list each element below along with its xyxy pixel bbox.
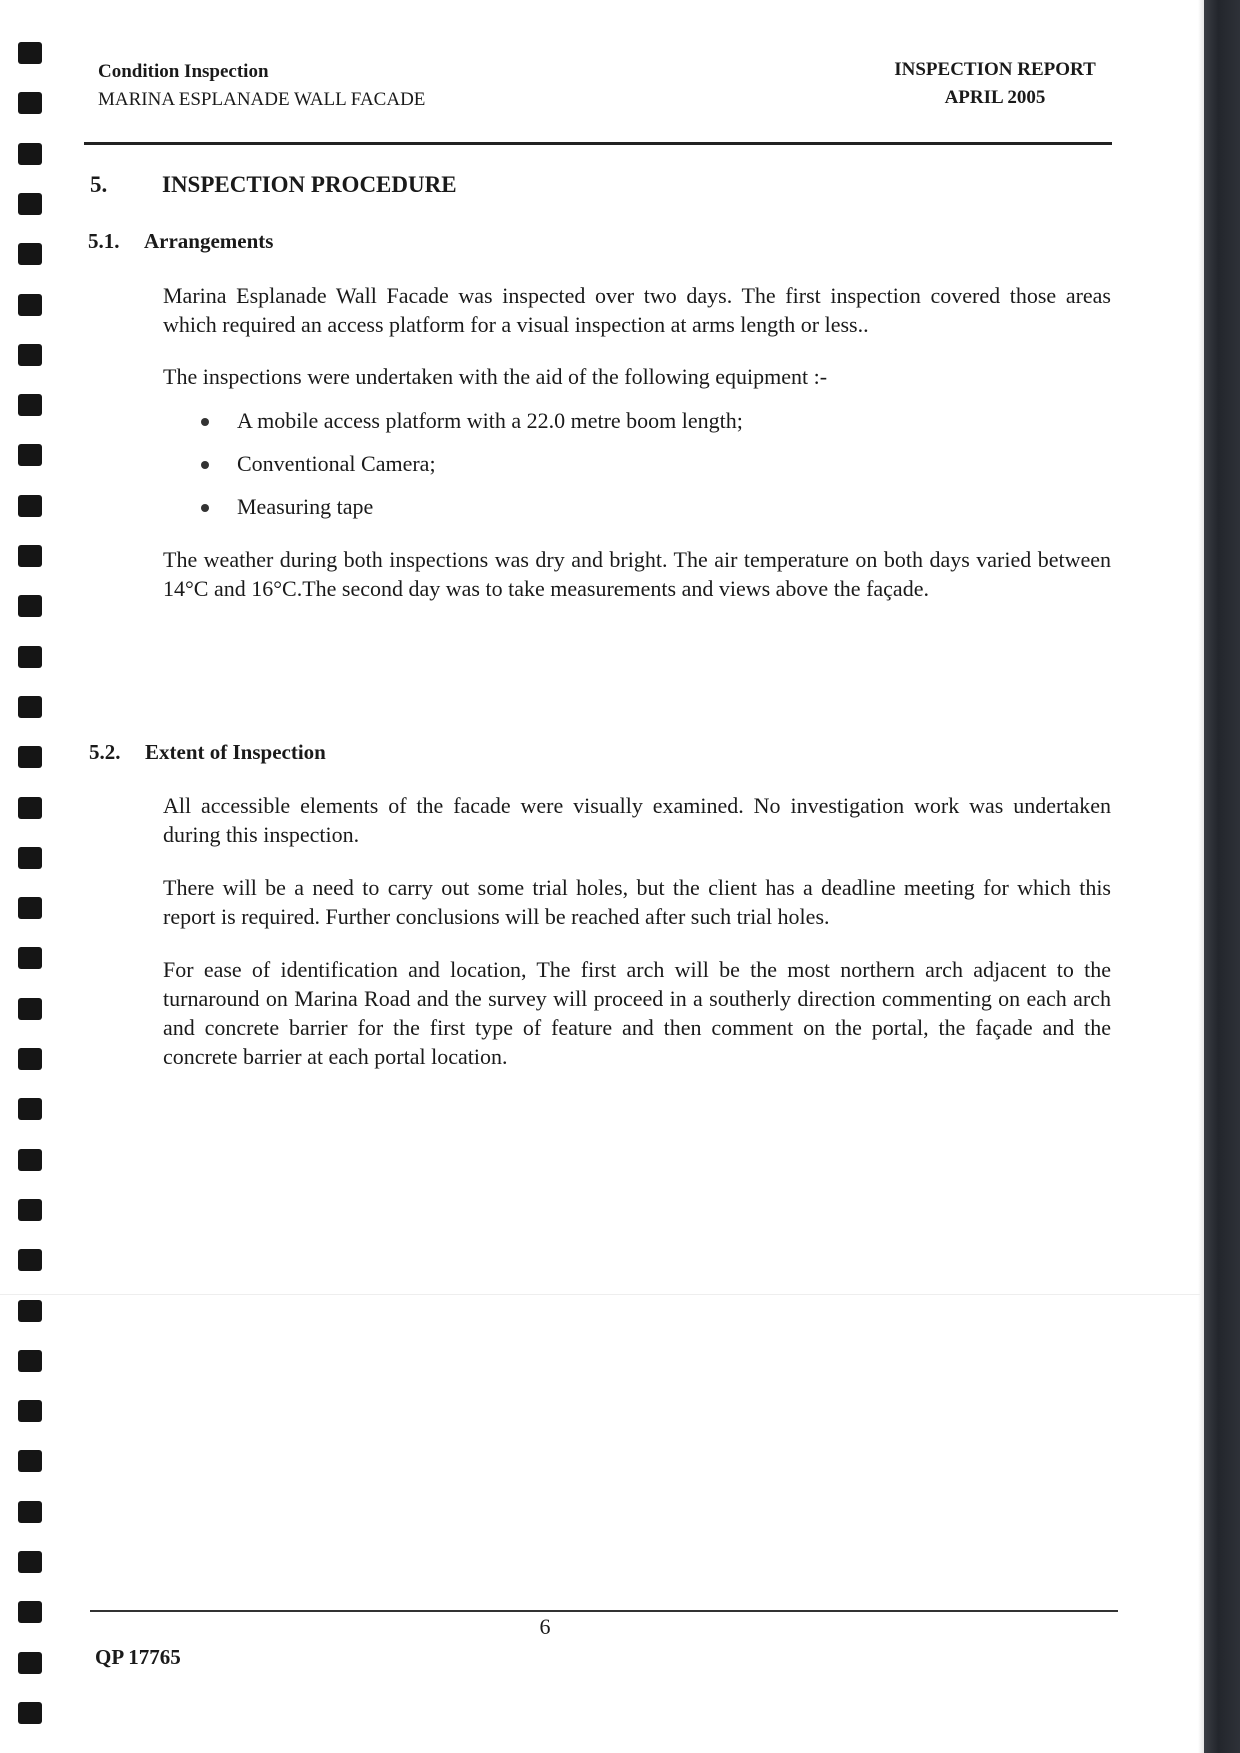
binding-hole xyxy=(18,797,42,819)
binding-hole xyxy=(18,545,42,567)
header-left xyxy=(98,58,425,114)
binding-hole xyxy=(18,897,42,919)
bullet-icon xyxy=(201,461,209,469)
list-item xyxy=(163,492,1063,535)
list-item-text: Conventional Camera; xyxy=(237,451,436,476)
binding-hole xyxy=(18,1149,42,1171)
header-rule xyxy=(84,142,1112,145)
subsection-title: Extent of Inspection xyxy=(145,740,326,764)
binding-hole xyxy=(18,42,42,64)
binding-hole xyxy=(18,1400,42,1422)
equipment-list xyxy=(163,406,1063,535)
binding-hole xyxy=(18,1702,42,1724)
list-item xyxy=(163,406,1063,449)
extent-paragraph: All accessible elements of the facade were visually examined. No investigation work was undertaken during this inspection. xyxy=(163,793,1111,847)
binding-hole xyxy=(18,1249,42,1271)
bullet-icon xyxy=(201,504,209,512)
binding-hole xyxy=(18,1601,42,1623)
binding-hole xyxy=(18,495,42,517)
binding-hole xyxy=(18,1551,42,1573)
list-item-text: A mobile access platform with a 22.0 metre boom length; xyxy=(237,408,743,433)
subsection-number: 5.1. xyxy=(88,229,120,253)
subsection-number: 5.2. xyxy=(89,740,121,764)
scan-fold-line xyxy=(0,1294,1200,1295)
binding-holes xyxy=(18,0,44,1753)
list-item xyxy=(163,449,1063,492)
binding-hole xyxy=(18,143,42,165)
binding-hole xyxy=(18,595,42,617)
header-subject: Condition Inspection xyxy=(98,61,269,82)
document-reference: QP 17765 xyxy=(95,1645,181,1669)
binding-hole xyxy=(18,1501,42,1523)
binding-hole xyxy=(18,344,42,366)
binding-hole xyxy=(18,294,42,316)
page-number: 6 xyxy=(539,1614,551,1639)
binding-hole xyxy=(18,1450,42,1472)
binding-hole xyxy=(18,394,42,416)
identification-paragraph: For ease of identification and location, The first arch will be the most northern arch adjacent to the turnaround on Marina Road and the survey will proceed in a southerly direction commenting on each arch and concrete barrier for the first type of feature and then comment on the portal, the façade and the concrete barrier at each portal location. xyxy=(163,957,1111,1069)
section-number: 5. xyxy=(90,172,108,197)
binding-hole xyxy=(18,998,42,1020)
binding-hole xyxy=(18,243,42,265)
binding-hole xyxy=(18,947,42,969)
trial-holes-paragraph: There will be a need to carry out some trial holes, but the client has a deadline meeting for which this report is required. Further conclusions will be reached after such trial holes. xyxy=(163,875,1111,929)
binding-hole xyxy=(18,1652,42,1674)
binding-hole xyxy=(18,1048,42,1070)
footer-rule xyxy=(90,1610,1118,1612)
binding-hole xyxy=(18,1300,42,1322)
weather-paragraph: The weather during both inspections was dry and bright. The air temperature on both days varied between 14°C and 16°C.The second day was to take measurements and views above the façade. xyxy=(163,547,1111,601)
binding-hole xyxy=(18,1199,42,1221)
bullet-icon xyxy=(201,418,209,426)
binding-hole xyxy=(18,746,42,768)
arrangements-paragraph: Marina Esplanade Wall Facade was inspected over two days. The first inspection covered those areas which required an access platform for a visual inspection at arms length or less.. xyxy=(163,283,1111,337)
header-right xyxy=(870,56,1120,112)
subsection-title: Arrangements xyxy=(144,229,274,253)
binding-hole xyxy=(18,193,42,215)
section-title: INSPECTION PROCEDURE xyxy=(162,172,457,197)
scanner-background xyxy=(1204,0,1240,1753)
binding-hole xyxy=(18,696,42,718)
header-date: APRIL 2005 xyxy=(944,87,1046,108)
list-item-text: Measuring tape xyxy=(237,494,374,519)
binding-hole xyxy=(18,92,42,114)
binding-hole xyxy=(18,444,42,466)
header-report-type: INSPECTION REPORT xyxy=(894,59,1096,80)
binding-hole xyxy=(18,1098,42,1120)
binding-hole xyxy=(18,847,42,869)
equipment-intro: The inspections were undertaken with the aid of the following equipment :- xyxy=(163,364,828,389)
binding-hole xyxy=(18,1350,42,1372)
header-project: MARINA ESPLANADE WALL FACADE xyxy=(98,89,426,110)
binding-hole xyxy=(18,646,42,668)
page-edge xyxy=(1198,0,1204,1753)
